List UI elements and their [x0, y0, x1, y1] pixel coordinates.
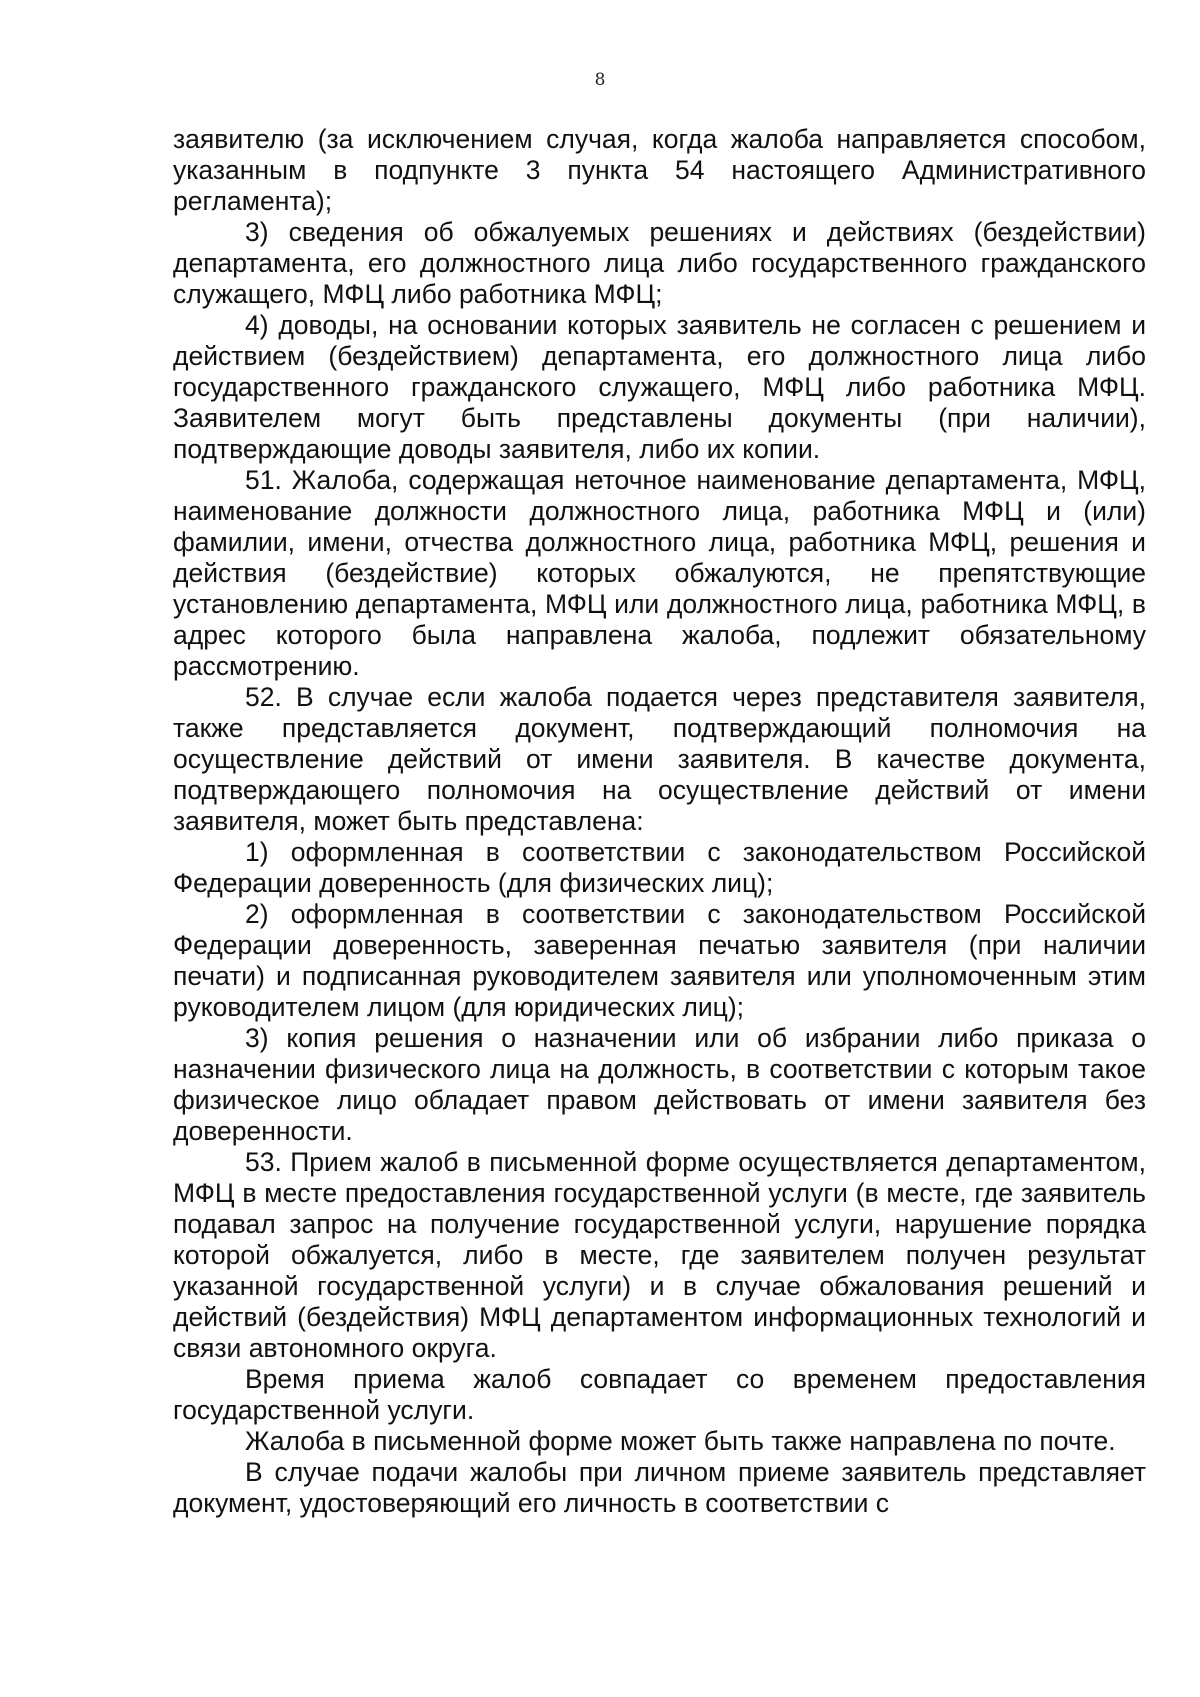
paragraph-52-item-3: 3) копия решения о назначении или об избрании либо приказа о назначении физического лица на должность, в соответствии с которым такое физическое лицо обладает правом действовать от имени заявителя без доверенности. [173, 1023, 1146, 1146]
paragraph-section-53: 53. Прием жалоб в письменной форме осуществляется департаментом, МФЦ в месте предоставления государственной услуги (в месте, где заявитель подавал запрос на получение государственной услуги, нарушение порядка которой обжалуется, либо в месте, где заявителем получен результат указанной государственной услуги) и в случае обжалования решений и действий (бездействия) МФЦ департаментом информационных технологий и связи автономного округа. [173, 1147, 1146, 1363]
paragraph-personal-reception: В случае подачи жалобы при личном приеме заявитель представляет документ, удостоверяющий его личность в соответствии с [173, 1457, 1146, 1518]
paragraph-item-4: 4) доводы, на основании которых заявитель не согласен с решением и действием (бездействием) департамента, его должностного лица либо государственного гражданского служащего, МФЦ либо работника МФЦ. Заявителем могут быть представлены документы (при наличии), подтверждающие доводы заявителя, либо их копии. [173, 310, 1146, 464]
paragraph-continuation: заявителю (за исключением случая, когда жалоба направляется способом, указанным в подпункте 3 пункта 54 настоящего Административного регламента); [173, 124, 1146, 216]
paragraph-reception-time: Время приема жалоб совпадает со временем предоставления государственной услуги. [173, 1364, 1146, 1425]
paragraph-section-51: 51. Жалоба, содержащая неточное наименование департамента, МФЦ, наименование должности должностного лица, работника МФЦ и (или) фамилии, имени, отчества должностного лица, работника МФЦ, решения и действия (бездействие) которых обжалуются, не препятствующие установлению департамента, МФЦ или должностного лица, работника МФЦ, в адрес которого была направлена жалоба, подлежит обязательному рассмотрению. [173, 465, 1146, 681]
paragraph-52-item-2: 2) оформленная в соответствии с законодательством Российской Федерации доверенность, заверенная печатью заявителя (при наличии печати) и подписанная руководителем заявителя или уполномоченным этим руководителем лицом (для юридических лиц); [173, 899, 1146, 1022]
paragraph-52-item-1: 1) оформленная в соответствии с законодательством Российской Федерации доверенность (для физических лиц); [173, 837, 1146, 898]
paragraph-postal-complaint: Жалоба в письменной форме может быть также направлена по почте. [245, 1426, 1116, 1456]
paragraph-item-3: 3) сведения об обжалуемых решениях и действиях (бездействии) департамента, его должностного лица либо государственного гражданского служащего, МФЦ либо работника МФЦ; [173, 217, 1146, 309]
document-body [173, 124, 1146, 1519]
paragraph-section-52: 52. В случае если жалоба подается через представителя заявителя, также представляется документ, подтверждающий полномочия на осуществление действий от имени заявителя. В качестве документа, подтверждающего полномочия на осуществление действий от имени заявителя, может быть представлена: [173, 682, 1146, 836]
page-number: 8 [594, 70, 606, 90]
